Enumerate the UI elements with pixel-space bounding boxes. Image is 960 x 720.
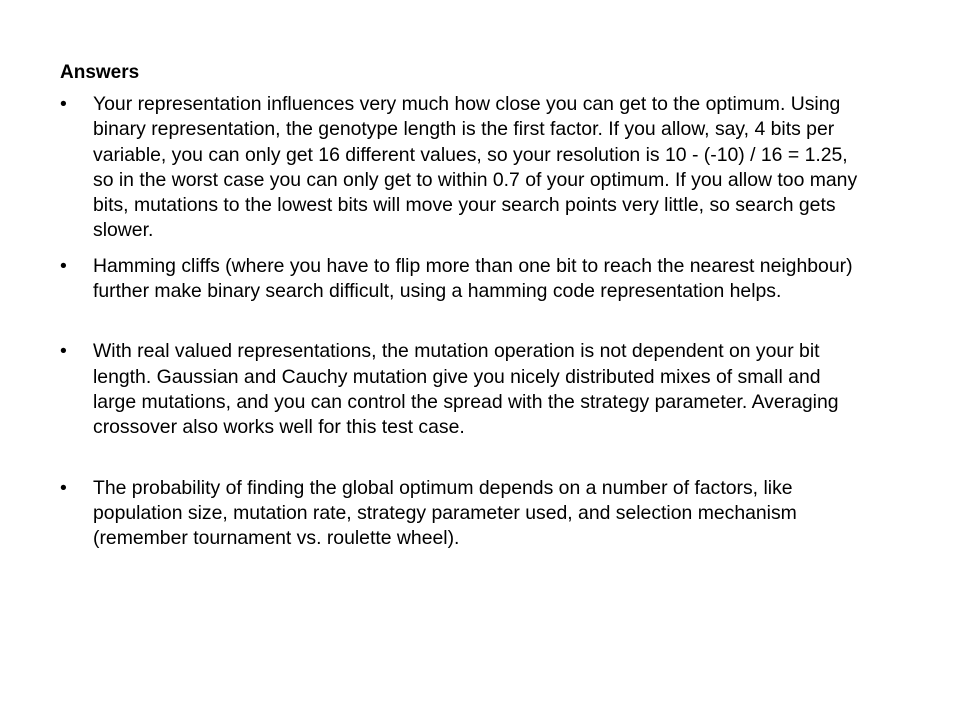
bullet-text: The probability of finding the global optimum depends on a number of factors, like population size, mutation rate, strategy parameter used, and selection mechanism (remember tournament vs. roulette wheel). (93, 476, 797, 550)
bullet-icon: • (60, 476, 67, 499)
bullet-icon: • (60, 254, 67, 277)
bullet-icon: • (60, 93, 67, 115)
bullet-item-hamming-cliffs (60, 254, 860, 305)
bullet-text: With real valued representations, the mutation operation is not dependent on your bit length. Gaussian and Cauchy mutation give you nicely distributed mixes of small and large mutations, and you can control the spread with the strategy parameter. Averaging crossover also works well for this test case. (93, 340, 839, 439)
bullet-icon: • (60, 340, 67, 363)
bullet-item-real-valued (60, 339, 860, 440)
bullet-item-representation (60, 92, 860, 244)
slide-heading: Answers (60, 62, 140, 83)
bullet-list (60, 92, 860, 551)
bullet-text: Hamming cliffs (where you have to flip more than one bit to reach the nearest neighbour) further make binary search difficult, using a hamming code representation helps. (93, 254, 853, 303)
bullet-text: Your representation influences very much how close you can get to the optimum. Using binary representation, the genotype length is the first factor. If you allow, say, 4 bits per variable, you can only get 16 different values, so your resolution is 10 - (-10) / 16 = 1.25, so in the worst case you can only get to within 0.7 of your optimum. If you allow too many bits, mutations to the lowest bits will move your search points very little, so search gets slower. (93, 93, 858, 242)
bullet-item-probability (60, 476, 860, 552)
